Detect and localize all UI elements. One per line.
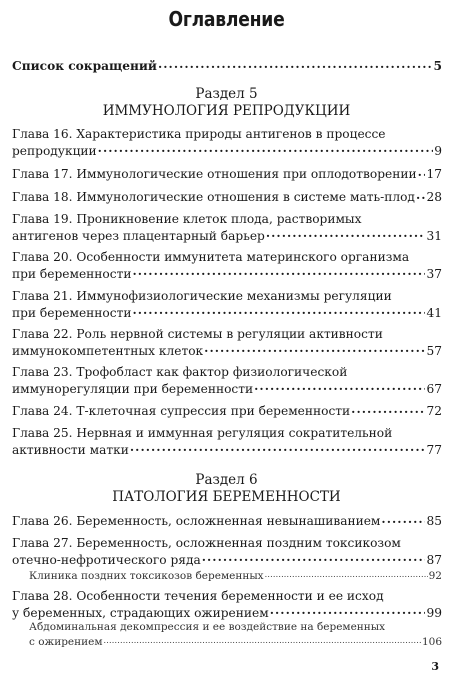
section-heading: ИММУНОЛОГИЯ РЕПРОДУКЦИИ	[102, 103, 351, 119]
toc-entry-ch23[interactable]: Глава 23. Трофобласт как фактор физиологической иммунорегуляции при беременности . . . 67	[12, 365, 442, 397]
leader-dots	[254, 381, 425, 393]
leader-dots	[266, 228, 426, 240]
leader-dots	[158, 58, 433, 70]
page-title: Оглавление	[168, 7, 285, 31]
leader-dots	[202, 552, 426, 564]
toc-entry-ch18[interactable]: Глава 18. Иммунологические отношения в системе мать-плод . . . 28	[12, 189, 442, 206]
leader-dots	[418, 166, 426, 178]
toc-subentry-ch28[interactable]: Абдоминальная декомпрессия и ее воздействие на беременных с ожирением ..... 106	[29, 621, 442, 649]
leader-dots	[204, 343, 425, 355]
leader-dots	[104, 634, 421, 645]
toc-entry-ch20[interactable]: Глава 20. Особенности иммунитета материнского организма при беременности . . . 37	[12, 250, 442, 282]
toc-subentry-ch27[interactable]: Клиника поздних токсикозов беременных ..... 92	[29, 568, 442, 583]
toc-entry-abbreviations[interactable]: Список сокращений . . . 5	[12, 58, 442, 75]
leader-dots	[416, 189, 426, 201]
toc-entry-ch17[interactable]: Глава 17. Иммунологические отношения при оплодотворении . . . 17	[12, 166, 442, 183]
toc-entry-ch21[interactable]: Глава 21. Иммунофизиологические механизмы регуляции при беременности . . . 41	[12, 289, 442, 321]
leader-dots	[132, 305, 425, 317]
leader-dots	[98, 143, 434, 155]
leader-dots	[381, 513, 425, 525]
toc-entry-ch26[interactable]: Глава 26. Беременность, осложненная невынашиванием . . . 85	[12, 513, 442, 530]
section-label: Раздел 6	[195, 472, 258, 488]
leader-dots	[265, 568, 428, 579]
leader-dots	[132, 266, 425, 278]
toc-entry-ch22[interactable]: Глава 22. Роль нервной системы в регуляции активности иммунокомпетентных клеток . . . 57	[12, 327, 442, 359]
leader-dots	[130, 442, 426, 454]
toc-entry-ch19[interactable]: Глава 19. Проникновение клеток плода, растворимых антигенов через плацентарный барьер . . . 31	[12, 212, 442, 244]
toc-entry-ch16[interactable]: Глава 16. Характеристика природы антигенов в процессе репродукции . . . 9	[12, 127, 442, 159]
section-heading: ПАТОЛОГИЯ БЕРЕМЕННОСТИ	[112, 489, 341, 505]
leader-dots	[270, 605, 426, 617]
section-label: Раздел 5	[195, 86, 258, 102]
toc-entry-ch25[interactable]: Глава 25. Нервная и иммунная регуляция сократительной активности матки . . . 77	[12, 426, 442, 458]
toc-entry-ch24[interactable]: Глава 24. Т-клеточная супрессия при беременности . . . 72	[12, 403, 442, 420]
page-number: 3	[431, 660, 439, 673]
leader-dots	[351, 403, 425, 415]
toc-entry-ch27[interactable]: Глава 27. Беременность, осложненная поздним токсикозом отечно-нефротического ряда . . . 87	[12, 536, 442, 568]
toc-entry-ch28[interactable]: Глава 28. Особенности течения беременности и ее исход у беременных, страдающих ожирением . . . 99	[12, 589, 442, 621]
